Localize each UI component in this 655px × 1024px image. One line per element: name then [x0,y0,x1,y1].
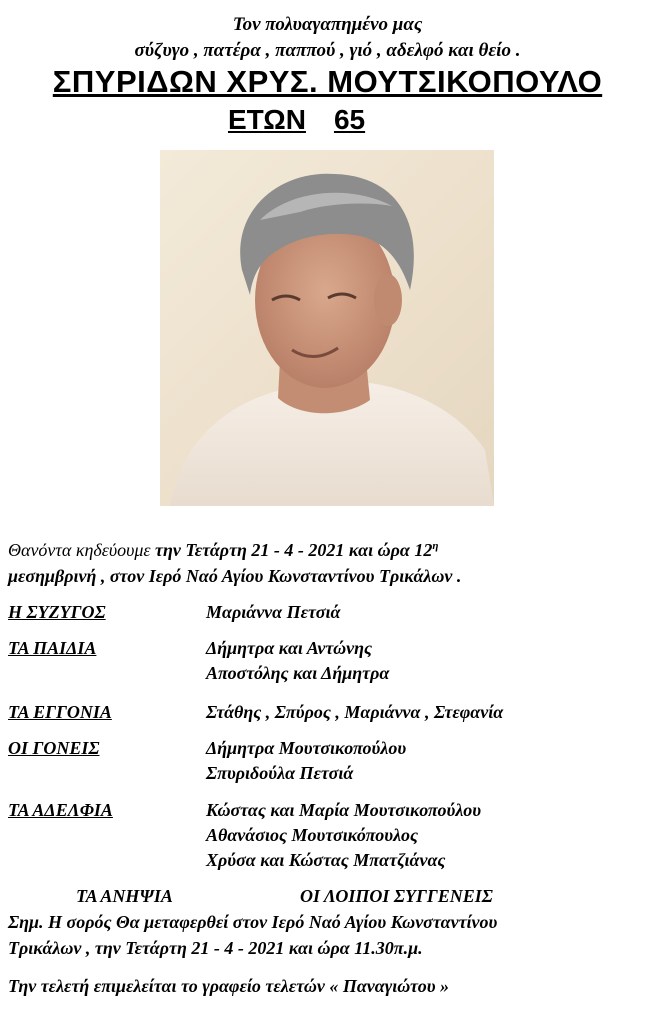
relative-value-siblings-2: Αθανάσιος Μουτσικόπουλος [206,825,419,845]
relative-value-children-2: Αποστόλης και Δήμητρα [206,663,390,683]
note-line-1: Σημ. Η σορός Θα μεταφερθεί στον Ιερό Ναό Αγίου Κωνσταντίνου [8,912,498,932]
funeral-date-time: την Τετάρτη 21 - 4 - 2021 και ώρα 12 [150,540,433,560]
funeral-announcement-line-1 [8,540,438,561]
deceased-name: ΣΠΥΡΙΔΩΝ ΧΡΥΣ. ΜΟΥΤΣΙΚΟΠΟΥΛΟ [52,64,603,99]
nephews-label: ΤΑ ΑΝΗΨΙΑ [76,886,173,906]
note-line-2: Τρικάλων , την Τετάρτη 21 - 4 - 2021 και ώρα 11.30π.μ. [8,938,423,958]
funeral-hour-suffix: η [432,540,439,552]
relative-value-parents-1: Δήμητρα Μουτσικοπούλου [206,738,407,758]
relative-label-siblings: ΤΑ ΑΔΕΛΦΙΑ [8,800,113,820]
relative-label-parents: ΟΙ ΓΟΝΕΙΣ [8,738,100,758]
relative-value-siblings-3: Χρύσα και Κώστας Μπατζιάνας [206,850,446,870]
relative-value-grandchildren: Στάθης , Σπύρος , Μαριάννα , Στεφανία [206,702,504,722]
relative-label-grandchildren: ΤΑ ΕΓΓΟΝΙΑ [8,702,112,722]
relative-value-siblings-1: Κώστας και Μαρία Μουτσικοπούλου [206,800,482,820]
portrait-photo [160,150,494,506]
other-relatives-label: ΟΙ ΛΟΙΠΟΙ ΣΥΓΓΕΝΕΙΣ [300,886,493,906]
relative-label-children: ΤΑ ΠΑΙΔΙΑ [8,638,97,658]
funeral-home-line: Την τελετή επιμελείται το γραφείο τελετών « Παναγιώτου » [8,976,450,996]
relative-value-spouse: Μαριάννα Πετσιά [206,602,341,622]
age-label: ΕΤΩΝ [228,104,306,135]
relative-value-parents-2: Σπυριδούλα Πετσιά [206,763,354,783]
age-line [228,104,365,136]
age-value: 65 [333,104,366,135]
intro-line-2: σύζυγο , πατέρα , παππού , γιό , αδελφό και θείο . [134,40,521,61]
relative-value-children-1: Δήμητρα και Αντώνης [206,638,373,658]
portrait-illustration [160,150,494,506]
funeral-announcement-line-2: μεσημβρινή , στον Ιερό Ναό Αγίου Κωνσταντίνου Τρικάλων . [8,566,462,586]
funeral-intro: Θανόντα κηδεύουμε [8,540,151,560]
relative-label-spouse: Η ΣΥΖΥΓΟΣ [8,602,106,622]
intro-line-1: Τον πολυαγαπημένο μας [232,14,423,35]
